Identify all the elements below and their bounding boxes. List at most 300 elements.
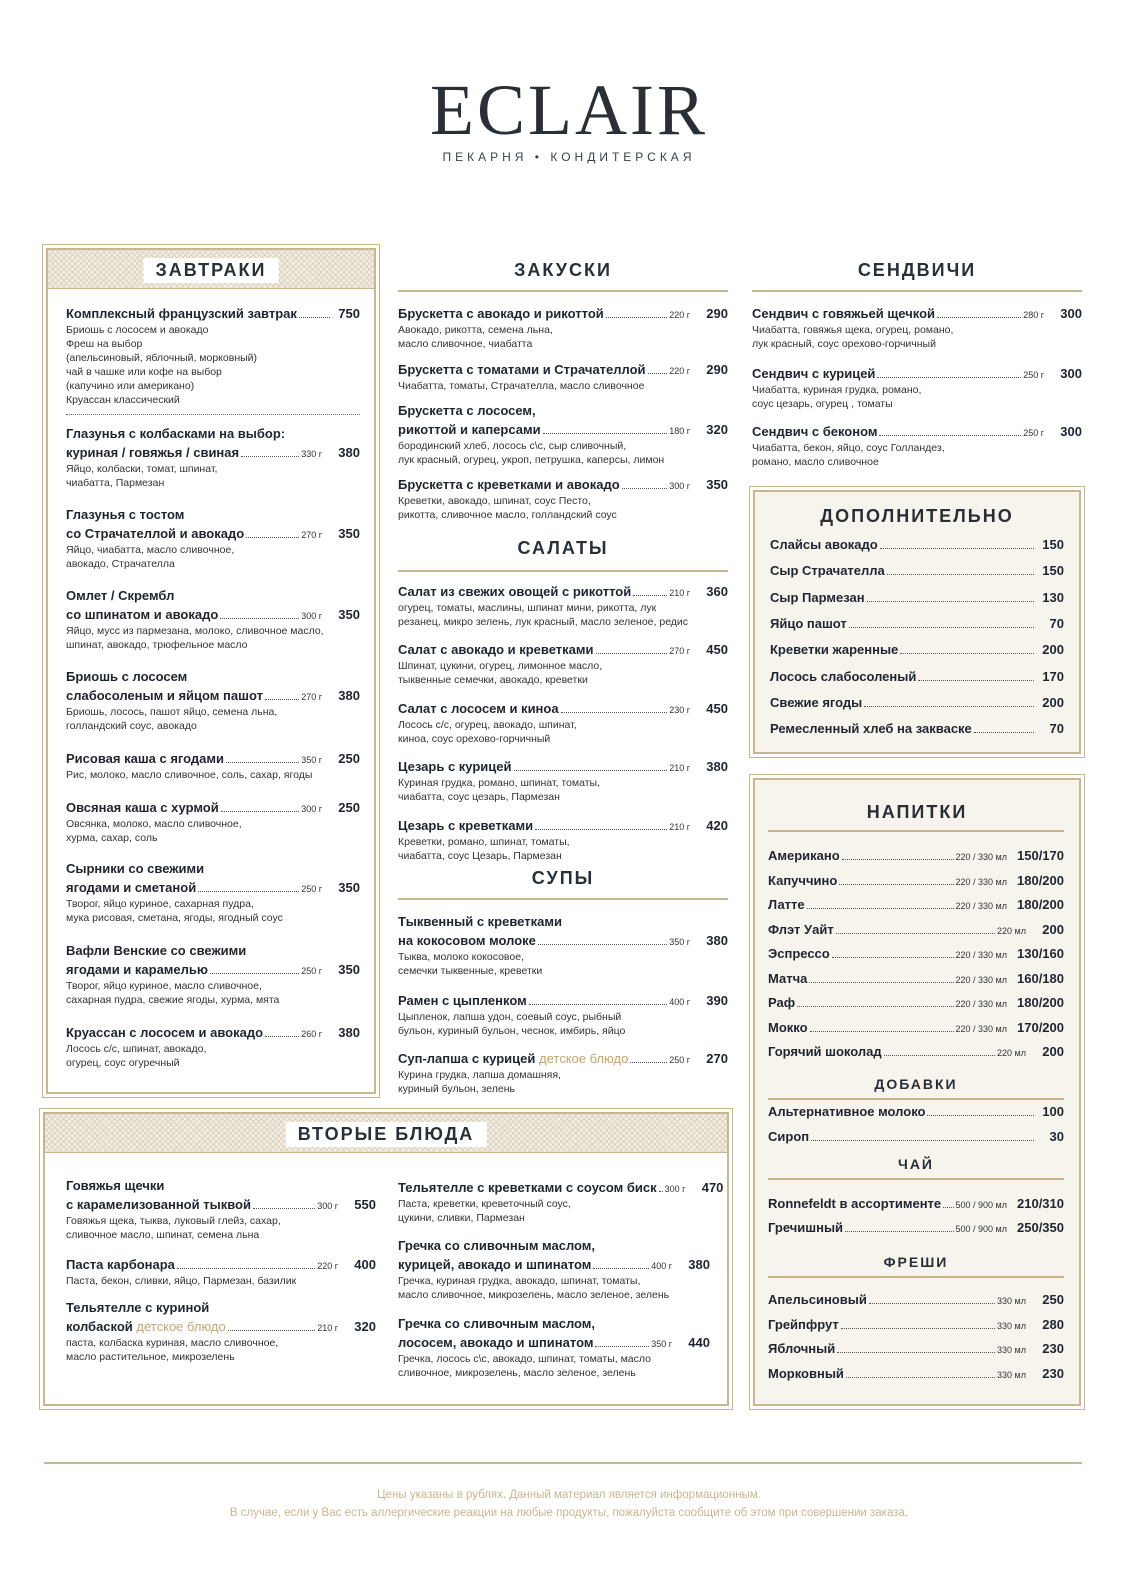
item-weight: 220 / 330 мл [955,999,1007,1009]
item-description: резанец, микро зелень, лук красный, масло зеленое, редис [398,616,689,628]
item-name: Рисовая каша с ягодами [66,751,225,766]
item-name: Салат с авокадо и креветками [398,642,594,657]
menu-item [398,1314,710,1380]
item-row [768,1315,1064,1334]
item-weight: 300 г [669,481,690,491]
item-description: Фреш на выбор [66,338,143,350]
divider [768,830,1064,832]
item-weight: 220 / 330 мл [955,1023,1007,1034]
item-name: с карамелизованной тыквой [66,1197,251,1212]
dot-leader [867,601,1034,602]
dot-leader [538,944,667,945]
sandwiches-header [752,260,1082,281]
menu-item [66,586,360,652]
item-weight: 400 г [669,997,690,1007]
item-price: 100 [1042,1104,1064,1119]
dot-leader [880,548,1034,549]
item-row [768,1364,1064,1383]
divider [398,898,728,900]
item-price: 250 [338,751,360,766]
dot-leader [927,1115,1034,1116]
dot-leader [869,1303,995,1304]
item-row [768,1102,1064,1121]
dot-leader [226,762,299,763]
menu-item [398,640,728,687]
footer-line-2: В случае, если у Вас есть аллергические реакции на любые продукты, пожалуйста сообщите об этом при совершении заказа. [229,1507,909,1519]
dot-leader [659,1191,663,1192]
item-description: Куриная грудка, романо, шпинат, томаты, [398,777,600,789]
item-row [768,1194,1064,1213]
item-description: цукини, сливки, Пармезан [398,1212,525,1224]
item-description: масло сливочное, микрозелень, масло зеленое, зелень [398,1289,670,1301]
item-price: 230 [1042,1341,1064,1356]
dot-leader [177,1268,315,1269]
item-price: 320 [706,422,728,437]
menu-item [770,614,1064,633]
item-price: 750 [338,306,360,321]
item-description: Чиабатта, говяжья щека, огурец, романо, [752,324,954,336]
item-weight: 330 мл [997,1369,1026,1380]
item-weight: 330 г [301,449,322,459]
item-name: Латте [768,897,805,912]
item-name: Мокко [768,1019,808,1035]
menu-item [66,1255,376,1288]
footer-divider [44,1462,1082,1464]
item-name: Матча [768,970,808,986]
item-description: огурец, томаты, маслины, шпинат мини, рикотта, лук [398,602,657,614]
menu-item [770,693,1064,712]
item-name: Грейпфрут [768,1316,839,1332]
item-row [770,667,1064,686]
item-name: Апельсиновый [768,1292,867,1307]
menu-item [770,588,1064,607]
item-row [770,640,1064,659]
menu-item [66,667,360,733]
item-weight: 210 г [317,1323,338,1333]
item-row [752,304,1082,323]
item-price: 300 [1060,366,1082,381]
menu-item [770,640,1064,659]
item-description: Креветки, романо, шпинат, томаты, [398,836,570,848]
item-description: (апельсиновый, яблочный, морковный) [66,352,258,364]
item-description: Чиабатта, куриная грудка, романо, [752,384,922,396]
item-name-line: Тельятелле с куриной [66,1300,210,1315]
item-weight: 300 г [317,1201,338,1211]
item-weight: 350 г [301,755,322,765]
dot-leader [836,933,995,934]
item-description: Яйцо, мусс из пармезана, молоко, сливочное масло, [66,625,324,637]
item-price: 390 [706,993,728,1008]
item-row [66,686,360,705]
dot-leader [630,1062,667,1063]
item-name: курицей, авокадо и шпинатом [398,1257,592,1272]
item-row [66,304,360,323]
item-row [768,920,1064,939]
menu-item [66,859,360,925]
item-name: Ronnefeldt в ассортименте [768,1196,942,1211]
item-weight: 180 г [669,426,690,436]
item-name: ягодами и сметаной [66,880,197,895]
menu-item [770,667,1064,686]
item-price: 210/310 [1017,1196,1064,1211]
item-row [768,969,1064,988]
menu-item [770,561,1064,580]
item-description: Курина грудка, лапша домашняя, [398,1069,561,1081]
item-name: лососем, авокадо и шпинатом [398,1335,594,1350]
dot-leader [809,982,953,983]
section-title: ЗАКУСКИ [514,260,612,280]
juice-title: ФРЕШИ [883,1254,949,1270]
dot-leader [877,377,1021,378]
item-row [398,304,728,323]
divider [398,290,728,292]
item-row [66,1195,376,1214]
item-row [398,931,728,950]
item-name: Тельятелле с креветками с соусом биск [398,1180,657,1195]
item-price: 470 [701,1180,724,1195]
item-name-line: Тыквенный с креветками [398,914,562,929]
menu-item [66,749,360,782]
item-price: 170/200 [1017,1019,1064,1035]
item-name: Салат из свежих овощей с рикоттой [398,584,632,599]
item-row [768,895,1064,914]
item-row [398,640,728,659]
dot-leader [561,712,668,713]
footer-line-1: Цены указаны в рублях. Данный материал является информационным. [377,1489,761,1501]
menu-item [768,871,1064,890]
item-description: бульон, куриный бульон, чеснок, имбирь, яйцо [398,1025,626,1037]
item-name: Раф [768,995,796,1010]
kids-dish-label: детское блюдо [539,1051,629,1066]
item-row [66,1255,376,1274]
divider [768,1098,1064,1100]
item-name: со Страчателлой и авокадо [66,526,245,541]
item-price: 350 [338,880,360,895]
dot-leader [884,1055,995,1056]
item-price: 170 [1042,668,1064,684]
item-row [768,1339,1064,1358]
item-description: (капучино или американо) [66,380,195,392]
item-row [770,693,1064,712]
item-row [770,535,1064,554]
dot-leader [535,829,667,830]
item-description: Творог, яйцо куриное, масло сливочное, [66,980,262,992]
item-row [398,816,728,835]
item-row [66,749,360,768]
dot-leader [265,699,299,700]
item-price: 380 [706,759,728,774]
item-description: куриный бульон, зелень [398,1083,515,1095]
dot-leader [810,1031,954,1032]
item-description: паста, колбаска куриная, масло сливочное, [66,1337,279,1349]
item-name-line: Бриошь с лососем [66,669,188,684]
dot-leader [887,574,1034,575]
dot-leader [841,1328,995,1329]
item-description: чиабатта, соус цезарь, Пармезан [398,791,560,803]
item-weight: 350 г [669,937,690,947]
item-name: Гречишный [768,1219,844,1235]
item-weight: 220 / 330 мл [955,950,1007,960]
item-weight: 260 г [301,1029,322,1039]
item-price: 350 [706,477,728,492]
dot-leader [937,317,1021,318]
menu-item [770,535,1064,554]
item-description: чиабатта, Пармезан [66,477,165,489]
mains-header [45,1114,727,1153]
menu-item [768,944,1064,963]
dot-leader [943,1207,953,1208]
logo [0,70,1138,164]
menu-item [66,1298,376,1364]
soups-header [398,868,728,889]
dot-leader [648,373,668,374]
item-price: 250 [1042,1292,1064,1307]
item-price: 130/160 [1017,946,1064,961]
item-price: 180/200 [1017,872,1064,888]
item-row [752,422,1082,441]
item-weight: 220 мл [997,925,1026,936]
item-price: 290 [706,306,728,321]
item-description: Чиабатта, томаты, Страчателла, масло сливочное [398,380,645,392]
menu-item [768,895,1064,914]
item-weight: 350 г [651,1339,672,1349]
item-name: Альтернативное молоко [768,1104,926,1119]
item-weight: 210 г [669,763,690,773]
item-weight: 300 г [301,611,322,621]
item-weight: 330 мл [997,1296,1026,1306]
item-description: Яйцо, колбаски, томат, шпинат, [66,463,218,475]
item-name-line: Брускетта с лососем, [398,403,536,418]
item-weight: 250 г [301,884,322,894]
menu-item [66,798,360,845]
item-row [398,475,728,494]
item-row [398,582,728,601]
item-name: Капуччино [768,872,838,888]
item-description: Чиабатта, бекон, яйцо, соус Голландез, [752,442,945,454]
item-name: Свежие ягоды [770,694,863,710]
menu-item [66,1023,360,1070]
item-weight: 210 г [669,822,690,832]
item-price: 160/180 [1017,970,1064,986]
item-row [768,871,1064,890]
item-description: масло сливочное, чиабатта [398,338,533,350]
item-description: семечки тыквенные, креветки [398,965,543,977]
item-weight: 220 мл [997,1048,1026,1058]
item-row [398,699,728,718]
item-weight: 270 г [301,530,322,540]
item-description: Шпинат, цукини, огурец, лимонное масло, [398,660,603,672]
menu-item [770,719,1064,738]
item-row [768,1290,1064,1309]
item-name-line: Гречка со сливочным маслом, [398,1238,596,1253]
menu-item [398,360,728,393]
item-description: Авокадо, рикотта, семена льна, [398,324,553,336]
item-description: Цыпленок, лапша удон, соевый соус, рыбный [398,1011,622,1023]
item-weight: 230 г [669,705,690,715]
item-row [398,991,728,1010]
item-weight: 270 г [301,692,322,702]
item-weight: 220 / 330 мл [955,901,1007,911]
footer [0,1486,1138,1522]
dot-leader [198,891,299,892]
item-description: чай в чашке или кофе на выбор [66,366,222,378]
divider [398,570,728,572]
item-price: 420 [706,818,728,833]
item-description: тыквенные семечки, авокадо, креветки [398,674,588,686]
item-weight: 220 г [669,366,690,376]
item-weight: 300 г [301,804,322,814]
menu-item [752,304,1082,351]
item-weight: 400 г [651,1261,672,1271]
item-name: Комплексный французский завтрак [66,306,297,321]
item-name: Сыр Страчателла [770,563,885,579]
item-row [770,588,1064,607]
item-row [66,1023,360,1042]
item-description: Гречка, лосось с\с, авокадо, шпинат, томаты, масло [398,1353,651,1365]
item-price: 380 [338,445,360,460]
item-row [768,1218,1064,1237]
item-name: Ремесленный хлеб на закваске [770,721,972,737]
item-weight: 270 г [669,646,690,656]
item-name-line: Сырники со свежими [66,861,205,876]
item-separator [66,414,360,415]
item-description: рикотта, сливочное масло, голландский соус [398,509,617,521]
item-row [770,614,1064,633]
item-weight: 220 г [317,1261,338,1271]
item-row [398,1178,724,1197]
item-weight: 250 г [669,1055,690,1065]
dot-leader [837,1352,995,1353]
menu-item [66,424,360,490]
item-name: Паста карбонара [66,1257,175,1272]
item-weight: 220 / 330 мл [955,974,1007,985]
section-title: НАПИТКИ [866,802,968,822]
item-row [768,993,1064,1012]
item-name: Сендвич с говяжьей щечкой [752,306,936,321]
divider [752,290,1082,292]
item-name: со шпинатом и авокадо [66,607,219,622]
dot-leader [845,1231,953,1232]
item-name: Брускетта с креветками и авокадо [398,477,620,492]
item-price: 440 [688,1335,710,1350]
menu-item [398,912,728,978]
item-weight: 250 г [1023,370,1044,380]
dot-leader [210,973,299,974]
item-row [398,360,728,379]
dot-leader [807,908,954,909]
item-price: 150 [1042,537,1064,552]
dot-leader [797,1006,953,1007]
item-name: Креветки жаренные [770,642,899,658]
item-name: Сендвич с беконом [752,424,878,439]
item-row [768,1018,1064,1037]
menu-item [768,1127,1064,1146]
menu-item [66,1176,376,1242]
section-title: ВТОРЫЕ БЛЮДА [286,1122,487,1147]
item-price: 180/200 [1017,897,1064,912]
menu-item [768,1218,1064,1237]
item-description: соус цезарь, огурец , томаты [752,398,893,410]
item-price: 150/170 [1017,848,1064,863]
item-description: сливочное, микрозелень, масло зеленое, зелень [398,1367,636,1379]
item-description: шпинат, авокадо, трюфельное масло [66,639,248,651]
item-description: Лосось с/с, шпинат, авокадо, [66,1043,207,1055]
section-title: СЕНДВИЧИ [857,260,977,280]
item-price: 350 [338,607,360,622]
item-row [398,757,728,776]
menu-item [398,475,728,522]
item-description: мука рисовая, сметана, ягоды, ягодный соус [66,912,283,924]
menu-item [752,422,1082,469]
menu-item [768,993,1064,1012]
item-description: Креветки, авокадо, шпинат, соус Песто, [398,495,591,507]
item-description: лук красный, соус орехово-горчичный [752,338,936,350]
item-row [398,1049,728,1068]
item-weight: 330 мл [997,1345,1026,1355]
menu-item [398,582,728,629]
dot-leader [221,811,299,812]
dot-leader [918,680,1034,681]
item-row [398,1333,710,1352]
dot-leader [246,537,299,538]
dot-leader [265,1036,299,1037]
item-description: чиабатта, соус Цезарь, Пармезан [398,850,562,862]
item-description: Бриошь, лосось, пашот яйцо, семена льна, [66,706,278,718]
item-description: Круассан классический [66,394,180,406]
item-row [66,960,360,979]
item-name: ягодами и карамелью [66,962,209,977]
dot-leader [220,618,299,619]
item-price: 360 [706,584,728,599]
item-row [66,605,360,624]
section-title: ДОПОЛНИТЕЛЬНО [820,506,1014,526]
item-row [66,798,360,817]
item-price: 130 [1042,589,1064,605]
item-price: 30 [1049,1129,1064,1144]
item-description: киноа, соус орехово-горчичный [398,733,551,745]
item-description: Рис, молоко, масло сливочное, соль, сахар, ягоды [66,769,313,781]
item-description: Яйцо, чиабатта, масло сливочное, [66,544,235,556]
item-price: 350 [338,962,360,977]
item-weight: 330 мл [997,1320,1026,1331]
item-description: бородинский хлеб, лосось с\с, сыр сливочный, [398,440,627,452]
item-name: рикоттой и каперсами [398,422,541,437]
item-price: 280 [1042,1316,1064,1332]
item-price: 200 [1042,642,1064,658]
item-weight: 280 г [1023,310,1044,320]
menu-item [768,920,1064,939]
item-name: Эспрессо [768,946,830,961]
item-name-line: Говяжья щечки [66,1178,165,1193]
item-name: на кокосовом молоке [398,933,536,948]
item-row [66,878,360,897]
item-name: Брускетта с томатами и Страчателлой [398,362,646,377]
tea-title: ЧАЙ [897,1156,934,1172]
item-row [770,561,1064,580]
dot-leader [864,706,1034,707]
salads-header [398,538,728,559]
item-row [398,420,728,439]
item-name: Салат с лососем и киноа [398,701,559,716]
dot-leader [228,1330,315,1331]
menu-item [398,1178,724,1225]
item-description: романо, масло сливочное [752,456,879,468]
item-description: масло растительное, микрозелень [66,1351,235,1363]
item-description: сливочное масло, шпинат, семена льна [66,1229,260,1241]
item-price: 70 [1049,615,1064,631]
dot-leader [849,627,1034,628]
menu-item [398,401,728,467]
